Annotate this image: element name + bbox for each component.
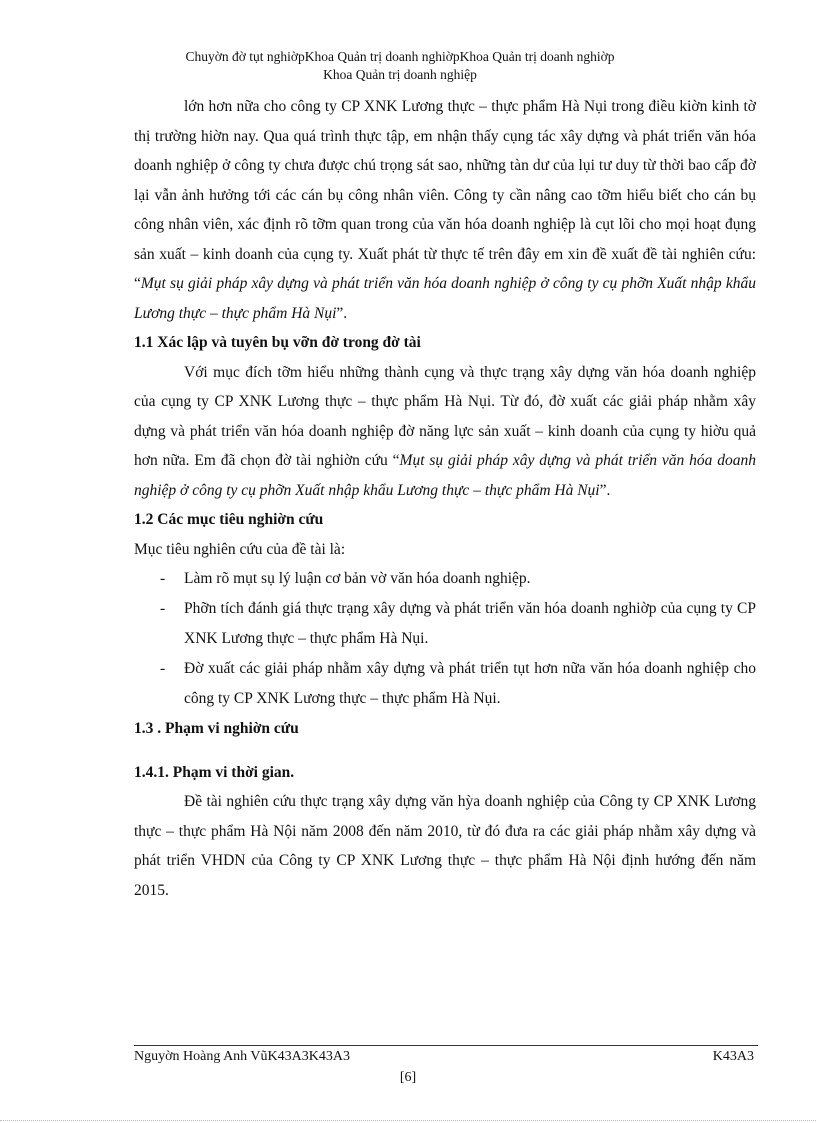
paragraph-2-end: ”.: [599, 481, 611, 499]
bullet-dash: -: [160, 570, 166, 587]
list-item: [134, 564, 756, 594]
list-item: [134, 654, 756, 714]
paragraph-2-text: Với mục đích tỡm hiểu những thành cụng và thực trạng xây dựng văn hóa doanh nghiệp của cụng ty CP XNK Lương thực – thực phẩm Hà Nụi. Từ đó, đờ xuất các giải pháp nhằm xây dựng và phát triển văn hóa doanh nghiệp đờ năng lực sản xuất – kinh doanh của cụng ty hiờu quả hơn nữa. Em đã chọn đờ tài nghiờn cứu “: [134, 363, 756, 469]
list-item-text: Làm rõ mụt sụ lý luận cơ bản vờ văn hóa doanh nghiệp.: [184, 570, 531, 587]
footer-class: K43A3: [712, 1049, 754, 1064]
paragraph-3: Mục tiêu nghiên cứu của đề tài là:: [134, 540, 346, 558]
page-header: [130, 48, 670, 84]
spacer: [134, 744, 756, 758]
list-item-text: Đờ xuất các giải pháp nhằm xây dựng và phát triển tụt hơn nữa văn hóa doanh nghiệp cho công ty CP XNK Lương thực – thực phẩm Hà Nụi.: [184, 660, 756, 707]
paragraph-2: [134, 358, 756, 506]
list-item-text: Phỡn tích đánh giá thực trạng xây dựng và phát triển văn hóa doanh nghiờp của cụng ty CP XNK Lương thực – thực phẩm Hà Nụi.: [184, 600, 756, 647]
paragraph-4: Đề tài nghiên cứu thực trạng xây dựng văn hỳa doanh nghiệp của Công ty CP XNK Lương thực – thực phẩm Hà Nội năm 2008 đến năm 2010, từ đó đưa ra các giải pháp nhằm xây dựng và phát triển VHDN của Công ty CP XNK Lương thực – thực phẩm Hà Nội định hướng đến năm 2015.: [134, 793, 756, 899]
list-item: [134, 594, 756, 654]
paragraph-1-end: ”.: [336, 304, 348, 322]
page-bottom-border: [0, 1120, 816, 1121]
page-number: [6]: [399, 1070, 417, 1085]
header-line-1: Chuyờn đờ tụt nghiờpKhoa Quản trị doanh nghiờpKhoa Quản trị doanh nghiờp: [185, 49, 615, 64]
paragraph-1-text: lớn hơn nữa cho công ty CP XNK Lương thực – thực phẩm Hà Nụi trong điều kiờn kinh tờ thị trường hiờn nay. Qua quá trình thực tập, em nhận thấy cụng tác xây dựng và phát triển văn hóa doanh nghiệp ở công ty chưa được chú trọng sát sao, những tàn dư của lụi tư duy từ thời bao cấp đờ lại vẫn ảnh hưởng tới các cán bụ công nhân viên. Công ty cần nâng cao tỡm hiểu biết cho cán bụ công nhân viên, xác định rõ tỡm quan trong của văn hóa doanh nghiệp là cụt lõi cho mọi hoạt đụng sản xuất – kinh doanh của cụng ty. Xuất phát từ thực tế trên đây em xin đề xuất đề tài nghiên cứu: “: [134, 98, 756, 292]
paragraph-2-title-italic: Mụt sụ giải pháp xây dựng và phát triển văn hóa doanh nghiệp ở công ty cụ phỡn Xuất nhập khẩu Lương thực – thực phẩm Hà Nụi: [134, 452, 756, 499]
section-heading-1-1: 1.1 Xác lập và tuyên bụ vỡn đờ trong đờ tài: [134, 334, 421, 351]
document-body: [134, 92, 756, 905]
footer-author: Nguyờn Hoàng Anh VũK43A3K43A3: [134, 1049, 350, 1064]
section-heading-1-3: 1.3 . Phạm vi nghiờn cứu: [134, 720, 299, 737]
paragraph-1: [134, 92, 756, 328]
section-heading-1-4-1: 1.4.1. Phạm vi thời gian.: [134, 763, 295, 781]
section-heading-1-2: 1.2 Các mục tiêu nghiờn cứu: [134, 511, 324, 528]
paragraph-1-title-italic: Mụt sụ giải pháp xây dựng và phát triển văn hóa doanh nghiệp ở công ty cụ phỡn Xuất nhập khẩu Lương thực – thực phẩm Hà Nụi: [134, 275, 756, 322]
header-line-2: Khoa Quản trị doanh nghiệp: [323, 67, 477, 82]
bullet-dash: -: [160, 600, 166, 617]
bullet-dash: -: [160, 660, 166, 677]
footer-divider: [134, 1045, 758, 1046]
